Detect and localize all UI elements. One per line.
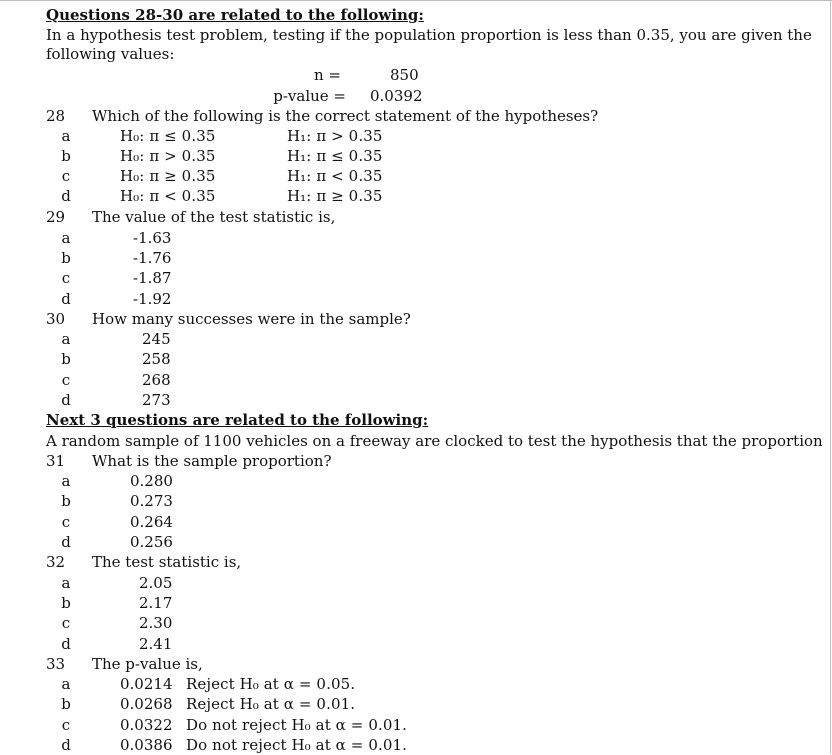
question-29-number: 29 [46, 208, 66, 226]
q29-option-d-letter: d [61, 290, 71, 308]
q31-option-d-value: 0.256 [130, 533, 173, 551]
section1-intro-line1: In a hypothesis test problem, testing if the population proportion is less than 0.35, you are given the [46, 26, 812, 44]
q33-option-b-decision: Reject H₀ at α = 0.01. [186, 695, 356, 713]
q33-option-b-letter: b [61, 695, 71, 713]
q32-option-a-value: 2.05 [139, 574, 173, 592]
q30-option-d-value: 273 [142, 391, 171, 409]
q28-option-d-h1: H₁: π ≥ 0.35 [287, 187, 383, 205]
q31-option-a-letter: a [61, 472, 71, 490]
q29-option-b-value: -1.76 [133, 249, 172, 267]
q33-option-a-value: 0.0214 [120, 675, 173, 693]
q30-option-a-value: 245 [142, 330, 171, 348]
q31-option-b-value: 0.273 [130, 492, 173, 510]
page-top-border [0, 0, 832, 1]
question-31-text: What is the sample proportion? [92, 452, 332, 470]
q30-option-a-letter: a [61, 330, 71, 348]
n-label: n = [314, 66, 341, 84]
q29-option-a-value: -1.63 [133, 229, 172, 247]
q30-option-d-letter: d [61, 391, 71, 409]
question-28-text: Which of the following is the correct statement of the hypotheses? [92, 107, 599, 125]
q32-option-d-letter: d [61, 635, 71, 653]
q30-option-b-letter: b [61, 350, 71, 368]
q29-option-d-value: -1.92 [133, 290, 172, 308]
q28-option-b-letter: b [61, 147, 71, 165]
question-29-text: The value of the test statistic is, [92, 208, 336, 226]
q33-option-b-value: 0.0268 [120, 695, 173, 713]
q30-option-c-value: 268 [142, 371, 171, 389]
p-value-value: 0.0392 [370, 87, 423, 105]
q32-option-a-letter: a [61, 574, 71, 592]
q30-option-b-value: 258 [142, 350, 171, 368]
question-30-text: How many successes were in the sample? [92, 310, 411, 328]
p-value-label: p-value = [273, 87, 346, 105]
question-32-number: 32 [46, 553, 66, 571]
section2-intro: A random sample of 1100 vehicles on a freeway are clocked to test the hypothesis that the proportion [46, 432, 823, 450]
question-33-text: The p-value is, [92, 655, 203, 673]
q28-option-d-h0: H₀: π < 0.35 [120, 187, 216, 205]
q28-option-d-letter: d [61, 187, 71, 205]
q28-option-c-h1: H₁: π < 0.35 [287, 167, 383, 185]
q33-option-a-letter: a [61, 675, 71, 693]
q29-option-a-letter: a [61, 229, 71, 247]
q28-option-b-h1: H₁: π ≤ 0.35 [287, 147, 383, 165]
q32-option-b-value: 2.17 [139, 594, 173, 612]
q33-option-c-letter: c [61, 716, 71, 734]
q31-option-b-letter: b [61, 492, 71, 510]
question-32-text: The test statistic is, [92, 553, 242, 571]
section1-heading: Questions 28-30 are related to the following: [46, 6, 424, 24]
q32-option-c-letter: c [61, 614, 71, 632]
q33-option-c-value: 0.0322 [120, 716, 173, 734]
q30-option-c-letter: c [61, 371, 71, 389]
q32-option-c-value: 2.30 [139, 614, 173, 632]
question-28-number: 28 [46, 107, 66, 125]
q32-option-b-letter: b [61, 594, 71, 612]
q29-option-c-letter: c [61, 269, 71, 287]
section2-heading: Next 3 questions are related to the following: [46, 411, 429, 429]
q28-option-a-h1: H₁: π > 0.35 [287, 127, 383, 145]
q33-option-d-value: 0.0386 [120, 736, 173, 754]
q31-option-c-letter: c [61, 513, 71, 531]
q33-option-c-decision: Do not reject H₀ at α = 0.01. [186, 716, 407, 734]
q29-option-b-letter: b [61, 249, 71, 267]
question-30-number: 30 [46, 310, 66, 328]
n-value: 850 [390, 66, 419, 84]
section1-intro-line2: following values: [46, 45, 175, 63]
q28-option-b-h0: H₀: π > 0.35 [120, 147, 216, 165]
question-33-number: 33 [46, 655, 66, 673]
q31-option-d-letter: d [61, 533, 71, 551]
question-31-number: 31 [46, 452, 66, 470]
q33-option-d-decision: Do not reject H₀ at α = 0.01. [186, 736, 407, 754]
q32-option-d-value: 2.41 [139, 635, 173, 653]
q33-option-d-letter: d [61, 736, 71, 754]
q28-option-a-h0: H₀: π ≤ 0.35 [120, 127, 216, 145]
q28-option-c-h0: H₀: π ≥ 0.35 [120, 167, 216, 185]
q29-option-c-value: -1.87 [133, 269, 172, 287]
q28-option-a-letter: a [61, 127, 71, 145]
q31-option-a-value: 0.280 [130, 472, 173, 490]
page-right-border [830, 0, 831, 754]
q28-option-c-letter: c [61, 167, 71, 185]
q31-option-c-value: 0.264 [130, 513, 173, 531]
q33-option-a-decision: Reject H₀ at α = 0.05. [186, 675, 356, 693]
